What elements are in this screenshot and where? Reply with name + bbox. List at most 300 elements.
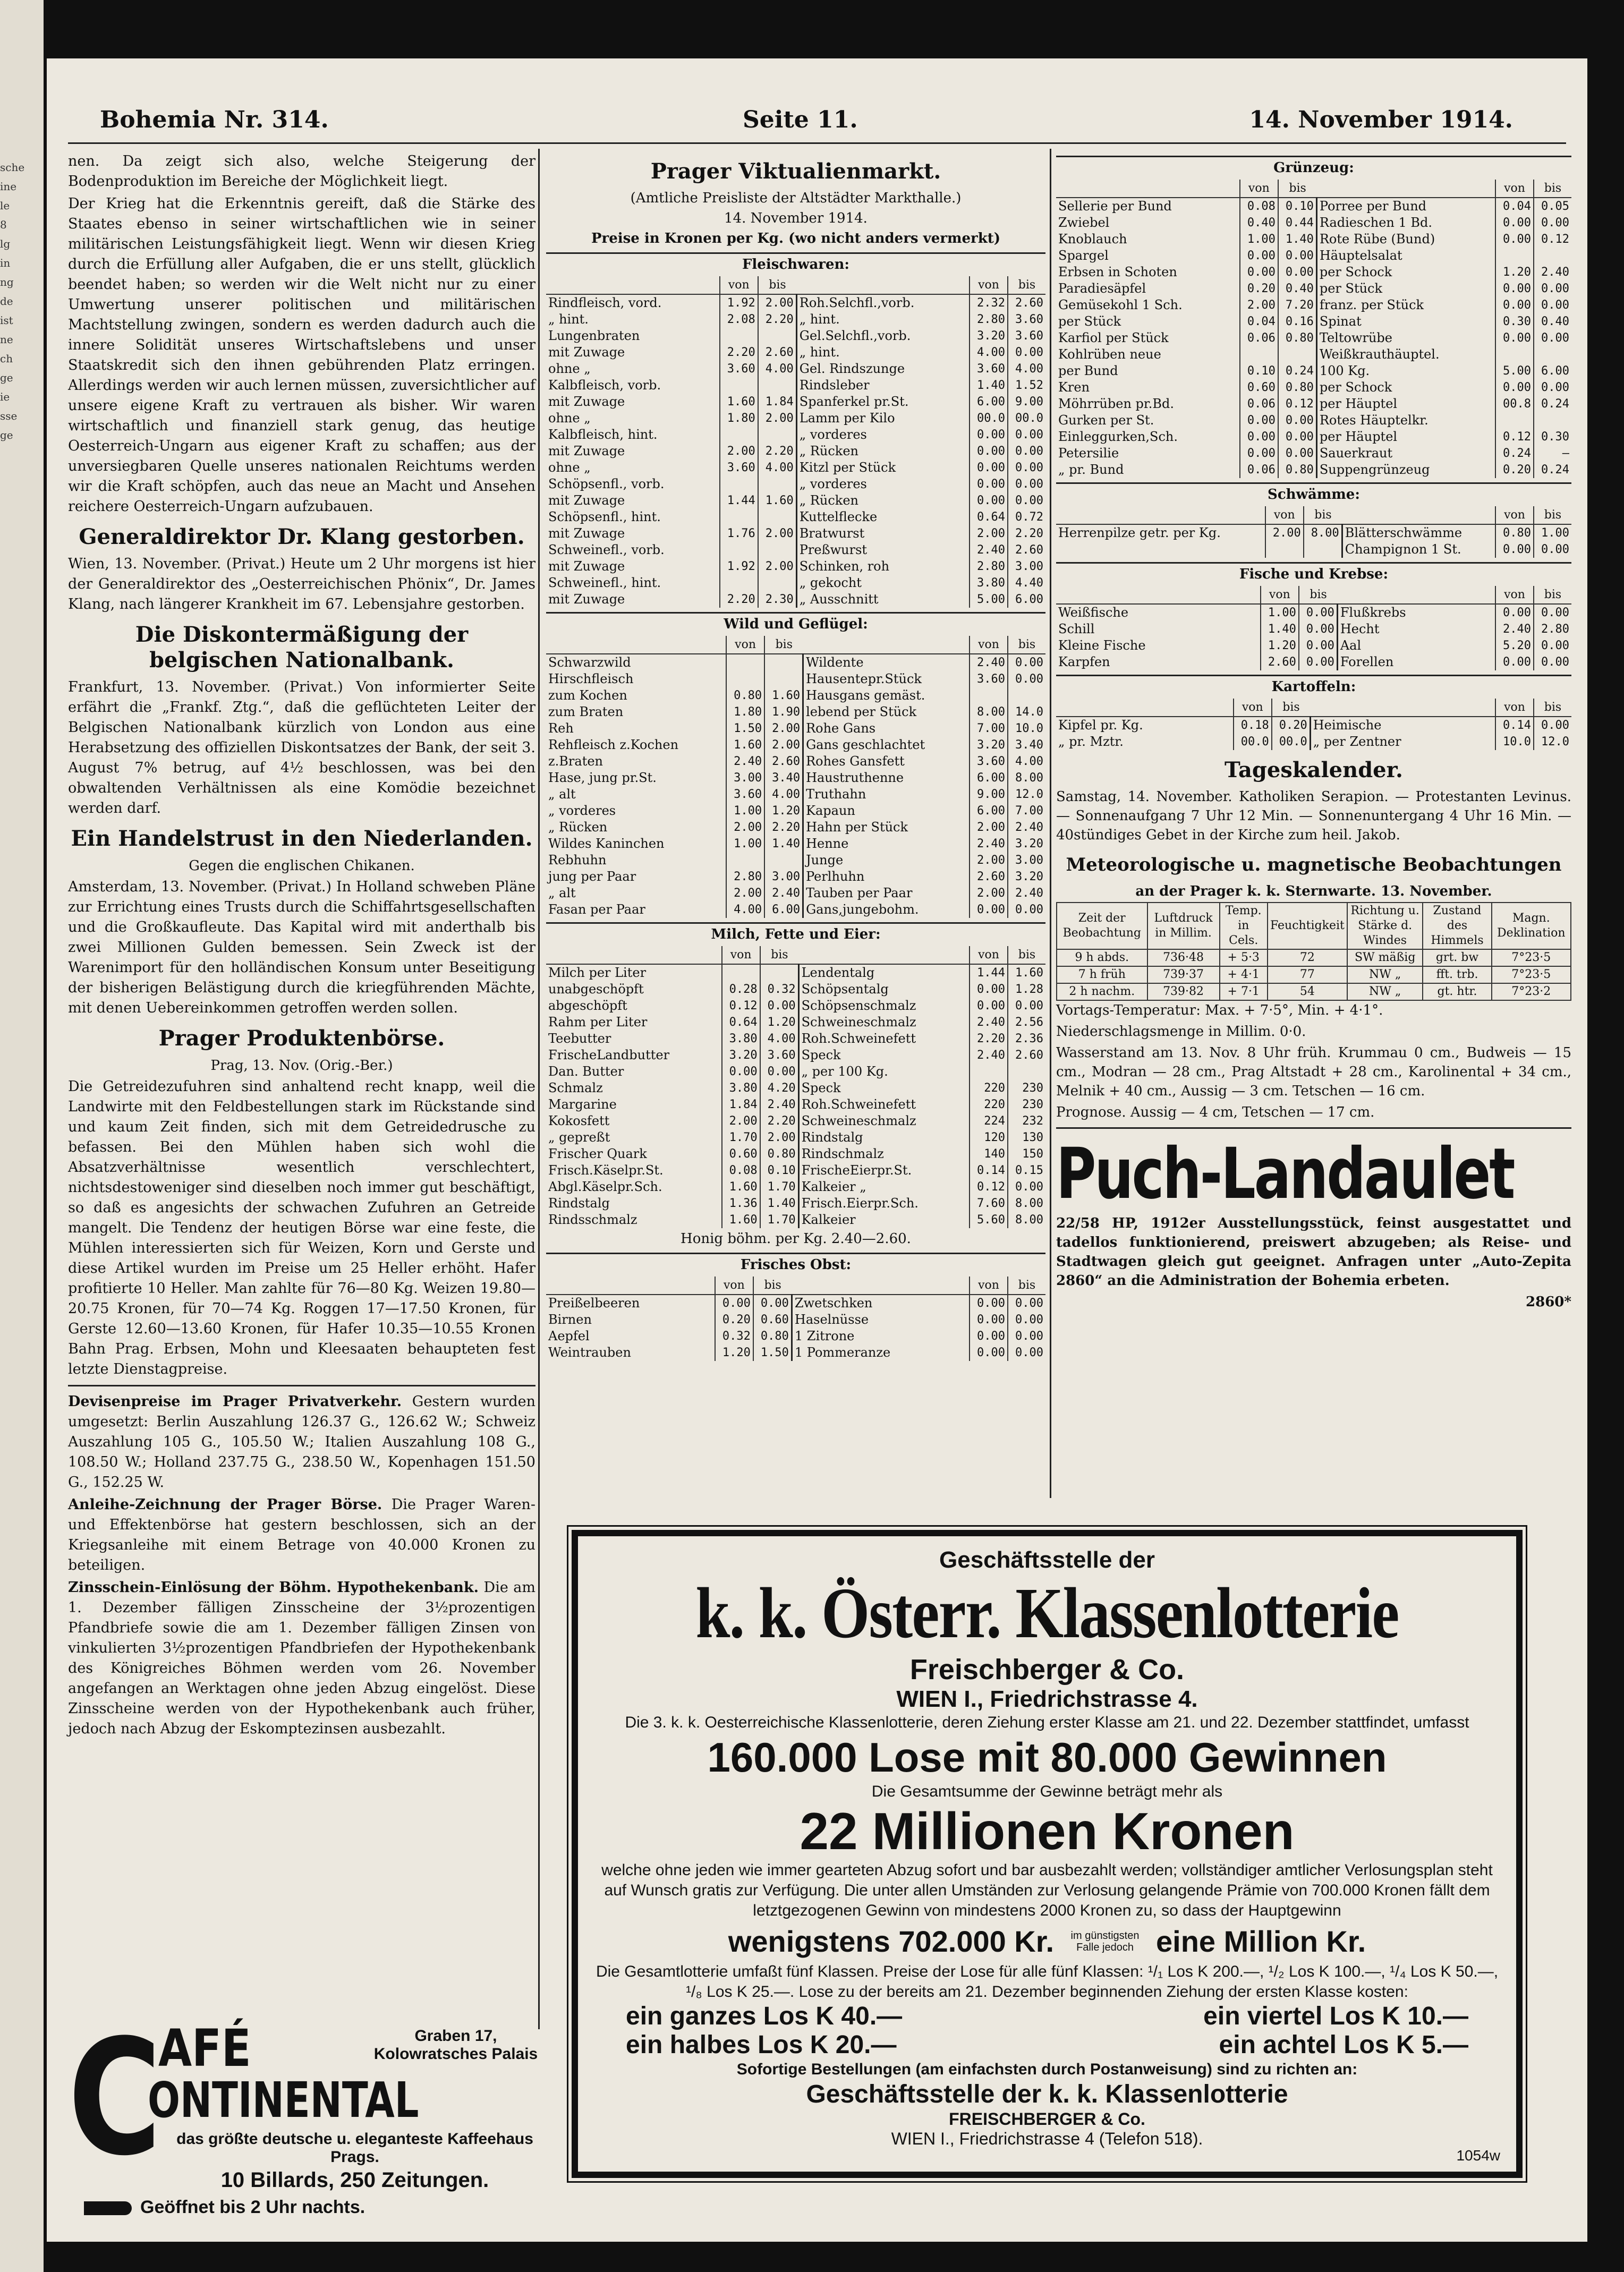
price-to: 0.00: [1008, 1328, 1045, 1345]
price-to: [764, 671, 803, 687]
price-from: 1.92: [720, 294, 758, 311]
item-name: ohne „: [548, 361, 591, 376]
price-from: 0.00: [722, 1063, 760, 1080]
price-from: 9.00: [970, 786, 1008, 803]
price-from: 0.04: [1495, 198, 1534, 215]
price-to: 0.00: [1008, 998, 1045, 1014]
price-from: 0.00: [970, 492, 1008, 509]
price-row: [546, 737, 1045, 753]
price-from: 1.50: [726, 720, 764, 737]
price-from: 1.44: [720, 492, 758, 509]
price-from: 2.20: [720, 591, 758, 608]
price-to: 2.40: [760, 1096, 799, 1113]
item-name: Einleggurken,Sch.: [1058, 429, 1178, 444]
price-row: [546, 1047, 1045, 1063]
price-from: 4.00: [726, 901, 764, 918]
price-from: 1.40: [970, 377, 1008, 394]
price-to: 0.00: [1299, 621, 1338, 637]
price-row: [1056, 396, 1571, 412]
price-to: 4.00: [758, 459, 797, 476]
price-to: 0.10: [760, 1162, 799, 1179]
item-name: Preißelbeeren: [548, 1296, 640, 1311]
price-from: 4.00: [970, 344, 1008, 361]
meteorology-cell: 7 h früh: [1057, 966, 1147, 983]
price-row: [1056, 297, 1571, 313]
price-from: 0.14: [1495, 717, 1534, 734]
price-from: 10.0: [1495, 734, 1534, 750]
item-name: Fasan per Paar: [548, 902, 645, 917]
price-from: 0.00: [970, 1312, 1008, 1328]
price-from: 0.24: [1495, 445, 1534, 462]
header-von: von: [720, 276, 758, 294]
price-to: 0.00: [760, 1063, 799, 1080]
price-row: [1056, 280, 1571, 297]
price-to: [758, 328, 797, 344]
meteorology-cell: 739·82: [1147, 983, 1220, 1000]
header-bis: bis: [1008, 276, 1045, 294]
price-to: 0.00: [1278, 445, 1317, 462]
item-name: Schweineschmalz: [798, 1014, 970, 1031]
market-note-text: Die Prager Waren- und Effektenbörse hat gestern beschlossen, sich an der Kriegsanleihe mit einem Betrage von 40.000 Kronen zu beteiligen.: [68, 1496, 535, 1573]
meteorology-note: Niederschlagsmenge in Millim. 0·0.: [1056, 1024, 1306, 1040]
item-name: Gel.Selchfl.,vorb.: [796, 328, 970, 344]
item-name: Perlhuhn: [803, 869, 970, 885]
lottery-footer3: WIEN I., Friedrichstrasse 4 (Telefon 518).: [891, 2129, 1203, 2148]
price-from: 2.08: [720, 311, 758, 328]
item-name: „ Rücken: [548, 820, 608, 835]
price-from: 3.80: [722, 1031, 760, 1047]
item-name: „ gepreßt: [548, 1130, 610, 1145]
meteorology-note: Prognose. Aussig — 4 cm, Tetschen — 17 cm.: [1056, 1104, 1375, 1120]
price-table: [1056, 180, 1571, 478]
price-to: 0.16: [1278, 313, 1317, 330]
header-blank: [546, 946, 722, 964]
price-from: 0.00: [970, 1345, 1008, 1361]
item-name: Kren: [1058, 380, 1090, 395]
price-from: 220: [970, 1096, 1008, 1113]
item-name: Hausentepr.Stück: [803, 671, 970, 687]
item-name: Petersilie: [1058, 446, 1119, 461]
market-title: Prager Viktualienmarkt.: [650, 159, 941, 184]
item-name: per Schock: [1316, 379, 1495, 396]
header-von: von: [970, 946, 1008, 964]
meteorology-cell: SW mäßig: [1347, 949, 1423, 966]
item-name: Dan. Butter: [548, 1064, 624, 1079]
lottery-price-row: [594, 2002, 1500, 2031]
price-from: 3.60: [720, 459, 758, 476]
price-row: [546, 720, 1045, 737]
price-to: 0.00: [1008, 1345, 1045, 1361]
market-note-text: Die am 1. Dezember fälligen Zinsscheine der 3½prozentigen Pfandbriefe sowie die am 1. Dezember fälligen Zinsen von vinkulierten 3½prozentigen Pfandbriefen der Hypothekenbank des Königreiches Böhmen werden vom 26. November angefangen an Werktagen ohne jeden Abzug eingelöst. Diese Zinsscheine werden von der Hypothekenbank auch früher, jedoch nach Abzug der Eskomptezinsen ausbezahlt.: [68, 1579, 535, 1737]
price-from: 3.00: [726, 770, 764, 786]
header-blank: [803, 636, 970, 654]
price-row: [546, 1162, 1045, 1179]
item-name: Lamm per Kilo: [796, 410, 970, 427]
header-blank: [1056, 699, 1234, 717]
price-from: [720, 328, 758, 344]
price-to: 12.0: [1534, 734, 1571, 750]
price-from: [720, 476, 758, 492]
item-name: Weintrauben: [548, 1345, 631, 1360]
item-name: mit Zuwage: [548, 493, 625, 508]
item-name: „ alt: [548, 787, 576, 802]
item-name: „ pr. Bund: [1058, 462, 1124, 477]
price-to: 0.00: [1008, 901, 1045, 918]
price-row: [546, 671, 1045, 687]
item-name: Karfiol per Stück: [1058, 330, 1169, 345]
price-from: 1.70: [722, 1129, 760, 1146]
item-name: Kalbfleisch, hint.: [548, 427, 658, 442]
header-bis: bis: [1008, 636, 1045, 654]
price-to: 6.00: [1008, 591, 1045, 608]
price-from: 2.80: [726, 869, 764, 885]
price-from: 0.28: [722, 981, 760, 998]
price-to: 0.24: [1534, 396, 1571, 412]
price-from: 0.00: [1240, 429, 1278, 445]
item-name: „ hint.: [548, 312, 589, 327]
item-name: Kleine Fische: [1058, 638, 1146, 653]
strip-fragment: ine: [0, 180, 17, 193]
price-to: —: [1534, 445, 1571, 462]
strip-fragment: lg: [0, 237, 11, 250]
strip-fragment: 8: [0, 218, 7, 231]
lottery-price: ein viertel Los K 10.—: [1203, 2002, 1468, 2030]
item-name: per Schock: [1316, 264, 1495, 280]
price-row: [546, 443, 1045, 459]
price-row: [546, 1014, 1045, 1031]
item-name: per Stück: [1316, 280, 1495, 297]
item-name: Kalbfleisch, vorb.: [548, 378, 661, 393]
price-to: 1.70: [760, 1212, 799, 1228]
price-to: [758, 427, 797, 443]
item-name: Kalkeier „: [798, 1179, 970, 1195]
meteorology-header-cell: Luftdruck in Millim.: [1147, 903, 1220, 949]
header-von: von: [1495, 506, 1534, 524]
price-to: 9.00: [1008, 394, 1045, 410]
lottery-min-prize: wenigstens 702.000 Kr.: [728, 1925, 1055, 1958]
price-from: 0.06: [1240, 462, 1278, 478]
price-to: [1534, 412, 1571, 429]
price-to: [1534, 346, 1571, 363]
price-row: [546, 542, 1045, 558]
header-bis: bis: [1304, 506, 1342, 524]
price-to: [1534, 248, 1571, 264]
meteorology-title: Meteorologische u. magnetische Beobachtungen: [1066, 854, 1562, 875]
item-name: Suppengrünzeug: [1316, 462, 1495, 478]
price-to: 0.00: [1008, 476, 1045, 492]
item-name: Zwiebel: [1058, 215, 1110, 230]
price-to: 2.20: [1008, 525, 1045, 542]
price-from: 1.00: [726, 803, 764, 819]
meteorology-header-cell: Zeit der Beobachtung: [1057, 903, 1147, 949]
item-name: Roh.Selchfl.,vorb.: [796, 294, 970, 311]
header-issue: Bohemia Nr. 314.: [100, 106, 329, 133]
price-to: 0.80: [1278, 462, 1317, 478]
price-row: [546, 1295, 1045, 1312]
price-to: 1.60: [758, 492, 797, 509]
page-header: [100, 106, 1513, 143]
price-row: [546, 525, 1045, 542]
price-from: 0.00: [1495, 379, 1534, 396]
price-to: 3.00: [1008, 558, 1045, 575]
price-to: 150: [1008, 1146, 1045, 1162]
strip-fragment: ist: [0, 314, 13, 327]
item-name: Schwarzwild: [548, 655, 631, 670]
price-row: [546, 427, 1045, 443]
header-date: 14. November 1914.: [1249, 106, 1513, 133]
meteorology-cell: 7°23·5: [1492, 966, 1571, 983]
puch-ad-title: Puch-Landaulet: [1056, 1133, 1514, 1215]
cafe-word2: ONTINENTAL: [148, 2072, 419, 2129]
price-row: [1056, 462, 1571, 478]
price-from: 2.00: [970, 852, 1008, 869]
meteorology-cell: 739·37: [1147, 966, 1220, 983]
price-row: [546, 410, 1045, 427]
strip-fragment: ch: [0, 352, 13, 365]
price-from: 2.80: [970, 558, 1008, 575]
price-from: 2.40: [970, 836, 1008, 852]
price-from: 2.00: [970, 885, 1008, 901]
item-name: „ gekocht: [796, 575, 970, 591]
price-row: [546, 361, 1045, 377]
price-to: 7.20: [1278, 297, 1317, 313]
meteorology-cell: 7°23·2: [1492, 983, 1571, 1000]
item-name: Schinken, roh: [796, 558, 970, 575]
price-table-header: [546, 276, 1045, 294]
lottery-footer1: Geschäftsstelle der k. k. Klassenlotterie: [806, 2080, 1288, 2108]
price-from: 0.00: [970, 1295, 1008, 1312]
price-table: [546, 1277, 1045, 1361]
price-row: [1056, 346, 1571, 363]
price-table: [1056, 699, 1571, 750]
strip-fragment: ng: [0, 276, 14, 288]
price-to: 1.60: [764, 687, 803, 704]
header-bis: bis: [1008, 946, 1045, 964]
price-from: 3.60: [720, 361, 758, 377]
price-to: 1.60: [1008, 964, 1045, 981]
item-name: zum Braten: [548, 704, 624, 719]
intro-paragraph: Der Krieg hat die Erkenntnis gereift, daß die Stärke des Staates ebenso in seiner wirtschaftlichen wie in seiner militärischen Leistungsfähigkeit liegt. Wenn wir diesen Krieg durch die Erfüllung aller Aufgaben, die er uns stellt, glücklich beendet haben; so werden wir die Welt nicht nur zu einer Umwertung unserer politischen und militärischen Machtstellung zwingen, sondern es werden dadurch auch die innere Solidität unseres Wirtschaftslebens und unser Staatskredit sich den ihnen gebührenden Platz erringen. Allerdings werden wir auch lernen müssen, zuversichtlicher auf unsere eigene Kraft zu vertrauen als bisher. Wir waren wirtschaftlich und finanziell stark genug, das heutige Oesterreich-Ungarn aus eigener Kraft zu schaffen; aus der unversiegbaren Quelle unseres nationalen Reichtums werden wir die Kraft schöpfen, auch das neue an Macht und Ansehen reichere Oesterreich-Ungarn aufzubauen.: [68, 195, 535, 515]
price-to: 4.00: [764, 786, 803, 803]
item-name: Schöpsenfl., hint.: [548, 509, 661, 524]
price-to: 3.20: [1008, 836, 1045, 852]
price-row: [546, 344, 1045, 361]
header-blank: [546, 276, 720, 294]
price-row: [1056, 215, 1571, 231]
price-from: 5.00: [1495, 363, 1534, 379]
price-from: 2.60: [1261, 654, 1299, 670]
price-from: 0.10: [1240, 363, 1278, 379]
price-from: 7.60: [970, 1195, 1008, 1212]
item-name: Rehfleisch z.Kochen: [548, 737, 679, 752]
lottery-line1: Geschäftsstelle der: [939, 1547, 1155, 1573]
price-to: 10.0: [1008, 720, 1045, 737]
price-from: [1495, 248, 1534, 264]
item-name: Häuptelsalat: [1316, 248, 1495, 264]
price-row: [546, 836, 1045, 852]
header-blank: [798, 946, 970, 964]
price-to: 0.00: [1534, 604, 1571, 621]
item-name: Speck: [798, 1080, 970, 1096]
price-row: [546, 509, 1045, 525]
price-from: 2.20: [970, 1031, 1008, 1047]
price-row: [546, 591, 1045, 608]
item-name: lebend per Stück: [803, 704, 970, 720]
market-note: [68, 1578, 535, 1739]
header-bis: bis: [1534, 180, 1571, 198]
price-to: 8.00: [1008, 1212, 1045, 1228]
meteorology-note: Vortags-Temperatur: Max. + 7·5°, Min. + 4·1°.: [1056, 1002, 1383, 1018]
meteorology-header-cell: Feuchtigkeit: [1268, 903, 1347, 949]
meteorology-subtitle: an der Prager k. k. Sternwarte. 13. November.: [1135, 883, 1492, 899]
price-row: [546, 901, 1045, 918]
price-to: 2.20: [764, 819, 803, 836]
price-from: 0.20: [1240, 280, 1278, 297]
calendar-text: Samstag, 14. November. Katholiken Serapion. — Protestanten Levinus. — Sonnenaufgang 7 Uhr 12 Min. — Sonnenuntergang 4 Uhr 16 Min. — 40stündiges Gebet in der Kirche zum heil. Jakob.: [1056, 789, 1571, 843]
market-note-lead: Devisenpreise im Prager Privatverkehr.: [68, 1393, 402, 1410]
price-from: [726, 671, 764, 687]
price-to: 0.00: [1008, 671, 1045, 687]
price-from: 120: [970, 1129, 1008, 1146]
item-name: Schill: [1058, 622, 1095, 636]
header-von: von: [970, 1277, 1008, 1295]
header-blank: [1310, 699, 1495, 717]
item-name: Teltowrübe: [1316, 330, 1495, 346]
price-to: 2.00: [764, 737, 803, 753]
price-from: 1.76: [720, 525, 758, 542]
item-name: mit Zuwage: [548, 559, 625, 574]
price-from: 0.80: [1495, 524, 1534, 541]
price-to: 0.00: [1299, 654, 1338, 670]
item-name: Abgl.Käselpr.Sch.: [548, 1179, 662, 1194]
price-row: [1056, 604, 1571, 621]
price-to: 2.00: [758, 294, 797, 311]
strip-fragment: ge: [0, 371, 13, 384]
price-to: 0.10: [1278, 198, 1317, 215]
meteorology-header-cell: Zustand des Himmels: [1423, 903, 1491, 949]
price-row: [1056, 330, 1571, 346]
price-from: 0.60: [1240, 379, 1278, 396]
item-name: 1 Pommeranze: [792, 1345, 970, 1361]
item-name: Blätterschwämme: [1342, 524, 1495, 541]
item-name: „ pr. Mztr.: [1058, 734, 1124, 749]
item-name: Schweineschmalz: [798, 1113, 970, 1129]
meteorology-cell: gt. htr.: [1423, 983, 1491, 1000]
column-divider-1: [538, 149, 540, 2029]
item-name: Weißfische: [1058, 605, 1129, 620]
item-name: franz. per Stück: [1316, 297, 1495, 313]
column-left: [68, 151, 535, 1741]
item-name: Spargel: [1058, 248, 1109, 263]
header-bis: bis: [1534, 506, 1571, 524]
price-to: 6.00: [1534, 363, 1571, 379]
price-from: 2.40: [970, 654, 1008, 671]
price-from: 2.20: [720, 344, 758, 361]
price-section-title: Fleischwaren:: [546, 252, 1045, 274]
price-to: 4.00: [1008, 753, 1045, 770]
item-name: Truthahn: [803, 786, 970, 803]
item-name: Teebutter: [548, 1031, 611, 1046]
lottery-text1: Die 3. k. k. Oesterreichische Klassenlotterie, deren Ziehung erster Klasse am 21. und 22. Dezember stattfindet, umfasst: [625, 1714, 1469, 1731]
item-name: Heimische: [1310, 717, 1495, 734]
price-to: 0.05: [1534, 198, 1571, 215]
price-from: 0.00: [1495, 280, 1534, 297]
strip-fragment: in: [0, 257, 11, 269]
item-name: Spanferkel pr.St.: [796, 394, 970, 410]
price-to: 3.00: [1008, 852, 1045, 869]
item-name: Flußkrebs: [1337, 604, 1495, 621]
price-from: 0.08: [1240, 198, 1278, 215]
price-to: 0.20: [1272, 717, 1311, 734]
item-name: Speck: [798, 1047, 970, 1063]
meteorology-header-cell: Richtung u. Stärke d. Windes: [1347, 903, 1423, 949]
item-name: Sellerie per Bund: [1058, 199, 1172, 214]
price-table-header: [546, 636, 1045, 654]
meteorology-header-cell: Temp. in Cels.: [1220, 903, 1268, 949]
cafe-billiards: 10 Billards, 250 Zeitungen.: [220, 2168, 489, 2192]
item-name: Schweinefl., hint.: [548, 575, 661, 590]
item-name: Frisch.Eierpr.Sch.: [798, 1195, 970, 1212]
price-to: 0.60: [753, 1312, 792, 1328]
price-row: [546, 1345, 1045, 1361]
price-to: 1.00: [1534, 524, 1571, 541]
price-from: 0.20: [1495, 462, 1534, 478]
price-section-title: Schwämme:: [1056, 482, 1571, 504]
header-von: von: [1495, 180, 1534, 198]
price-to: 1.20: [764, 803, 803, 819]
item-name: Roh.Schweinefett: [798, 1096, 970, 1113]
price-to: 1.40: [760, 1195, 799, 1212]
item-name: unabgeschöpft: [548, 982, 644, 997]
price-from: 8.00: [970, 704, 1008, 720]
article-subtitle: Prag, 13. Nov. (Orig.-Ber.): [210, 1058, 393, 1074]
price-from: 00.0: [1234, 734, 1272, 750]
market-note-lead: Zinsschein-Einlösung der Böhm. Hypothekenbank.: [68, 1579, 479, 1596]
price-to: 2.80: [1534, 621, 1571, 637]
price-row: [546, 394, 1045, 410]
item-name: Schöpsentalg: [798, 981, 970, 998]
price-from: [720, 377, 758, 394]
item-name: „ vorderes: [796, 476, 970, 492]
price-from: 0.06: [1240, 396, 1278, 412]
price-to: [758, 476, 797, 492]
market-subtitle: (Amtliche Preisliste der Altstädter Markthalle.): [630, 190, 962, 206]
item-name: „ hint.: [796, 311, 970, 328]
item-name: Rahm per Liter: [548, 1015, 648, 1029]
price-from: 00.8: [1495, 396, 1534, 412]
price-to: [758, 575, 797, 591]
meteorology-table: [1056, 902, 1571, 1001]
price-from: [1495, 412, 1534, 429]
item-name: mit Zuwage: [548, 592, 625, 607]
price-to: [1008, 1063, 1045, 1080]
price-to: 2.60: [764, 753, 803, 770]
price-row: [546, 1113, 1045, 1129]
price-row: [546, 885, 1045, 901]
item-name: ohne „: [548, 460, 591, 475]
price-row: [546, 558, 1045, 575]
price-from: 224: [970, 1113, 1008, 1129]
item-name: Wildes Kaninchen: [548, 836, 665, 851]
item-name: Rohes Gansfett: [803, 753, 970, 770]
price-to: 00.0: [1272, 734, 1311, 750]
price-to: 2.60: [1008, 1047, 1045, 1063]
price-from: 3.80: [970, 575, 1008, 591]
lottery-max-prize: eine Million Kr.: [1156, 1925, 1366, 1958]
item-name: Kapaun: [803, 803, 970, 819]
price-from: 0.64: [970, 509, 1008, 525]
price-from: 1.20: [1495, 264, 1534, 280]
